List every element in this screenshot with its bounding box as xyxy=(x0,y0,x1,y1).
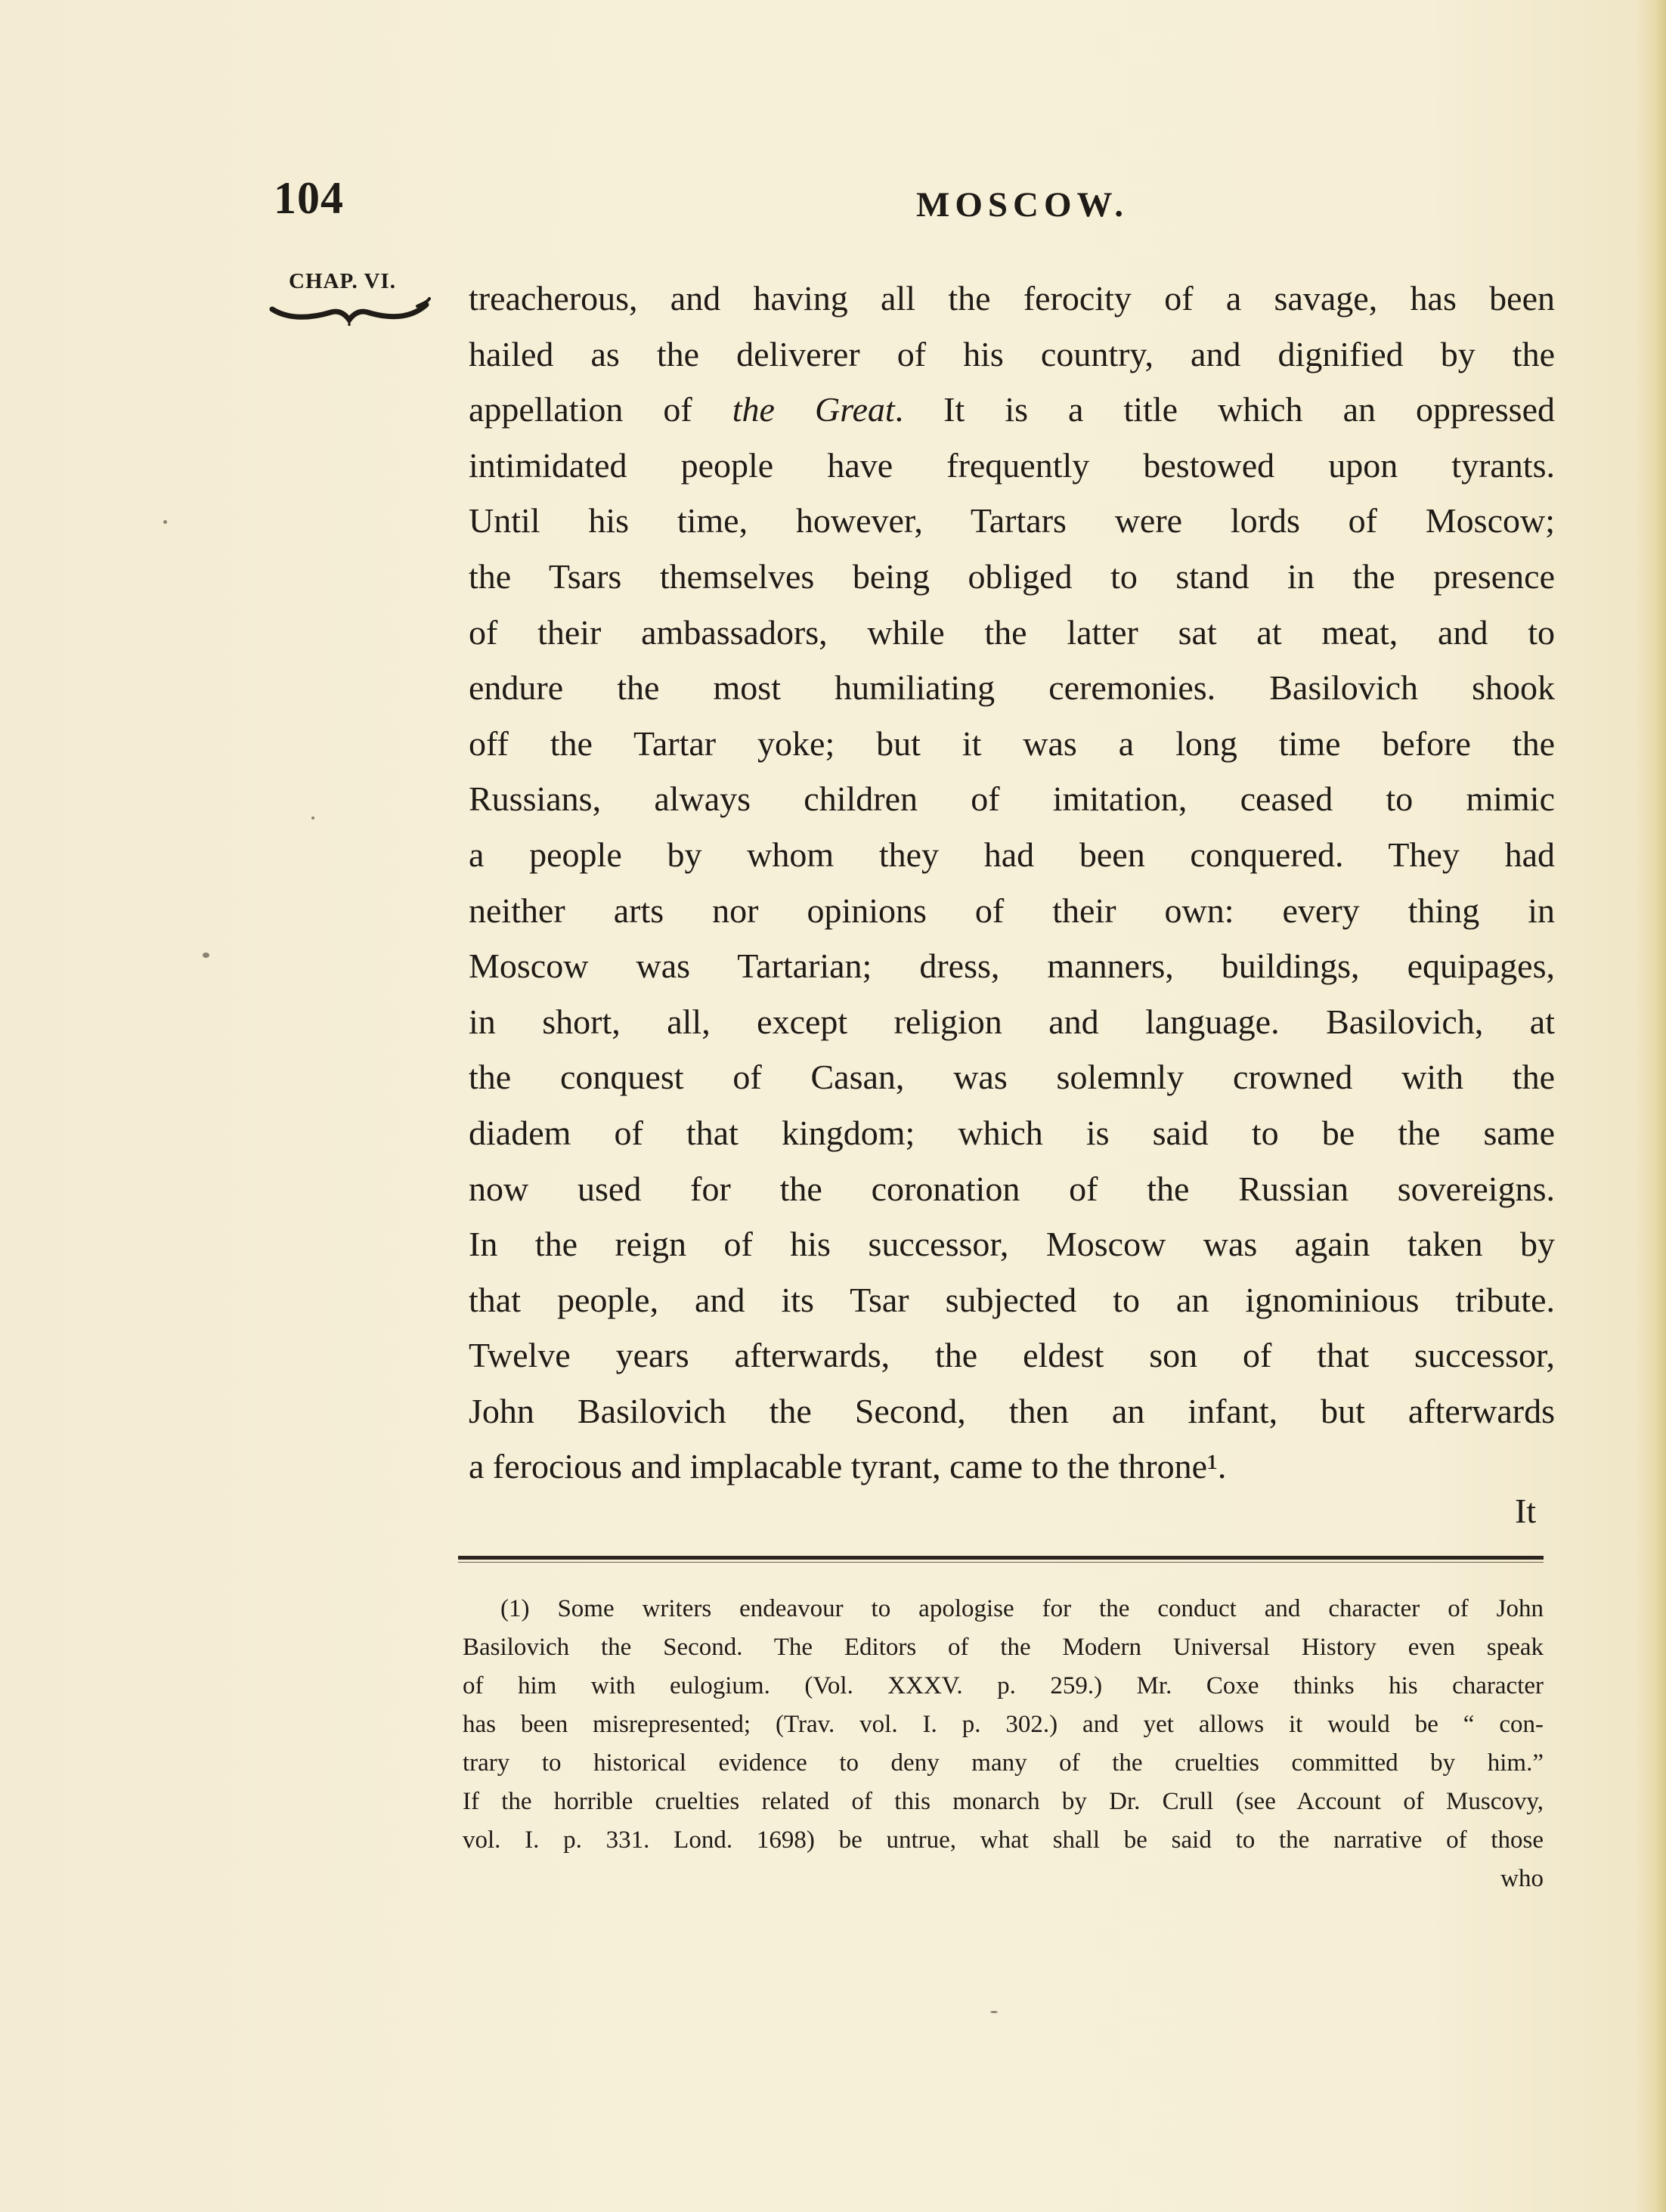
text-line: In the reign of his successor, Moscow was again taken by xyxy=(469,1225,1555,1264)
text-line: endure the most humiliating ceremonies. Basilovich shook xyxy=(469,668,1555,708)
italic-phrase: the Great xyxy=(732,390,895,429)
text-line: John Basilovich the Second, then an infant, but afterwards xyxy=(469,1391,1555,1430)
text-line: Twelve years afterwards, the eldest son of that successor, xyxy=(469,1336,1555,1375)
text-line: of their ambassadors, while the latter sat at meat, and to xyxy=(469,612,1555,652)
flourish-ornament-icon xyxy=(266,296,432,329)
footnote-line: (1) Some writers endeavour to apologise for the conduct and character of John xyxy=(500,1595,1544,1622)
text-line: treacherous, and having all the ferocity of a savage, has been xyxy=(469,279,1555,318)
footnote-line: Basilovich the Second. The Editors of the Modern Universal History even speak xyxy=(463,1634,1544,1661)
text-line: appellation of the Great. It is a title which an oppressed xyxy=(469,390,1555,429)
footnote-line: of him with eulogium. (Vol. XXXV. p. 259.) Mr. Coxe thinks his character xyxy=(463,1672,1544,1699)
text-line: hailed as the deliverer of his country, and dignified by the xyxy=(469,334,1555,373)
text-line: now used for the coronation of the Russian sovereigns. xyxy=(469,1169,1555,1208)
text-line: the conquest of Casan, was solemnly crowned with the xyxy=(469,1058,1555,1097)
text-line: a ferocious and implacable tyrant, came to the throne¹. xyxy=(469,1447,1227,1486)
chapter-label: CHAP. VI. xyxy=(289,269,396,293)
text-line: that people, and its Tsar subjected to an ignominious tribute. xyxy=(469,1280,1555,1319)
text-line: the Tsars themselves being obliged to stand in the presence xyxy=(469,556,1555,596)
footnote-catchword: who xyxy=(1500,1865,1544,1892)
paper-speck xyxy=(203,953,209,958)
chapter-marker xyxy=(266,269,432,329)
text-line: in short, all, except religion and language. Basilovich, at xyxy=(469,1002,1555,1041)
footnote-line: vol. I. p. 331. Lond. 1698) be untrue, what shall be said to the narrative of those xyxy=(463,1826,1544,1854)
footnote-rule xyxy=(458,1556,1544,1560)
main-text xyxy=(469,271,1555,1495)
text-line: Until his time, however, Tartars were lords of Moscow; xyxy=(469,501,1555,541)
text-line: off the Tartar yoke; but it was a long time before the xyxy=(469,723,1555,763)
running-title: MOSCOW. xyxy=(916,185,1129,225)
catchword: It xyxy=(1515,1492,1537,1530)
paper-speck xyxy=(990,2011,998,2013)
paper-speck xyxy=(311,816,314,819)
footnote-line: If the horrible cruelties related of this monarch by Dr. Crull (see Account of Muscovy, xyxy=(463,1788,1544,1815)
text-line: neither arts nor opinions of their own: every thing in xyxy=(469,891,1555,930)
page-edge xyxy=(1636,0,1666,2212)
footnote-rule-thin xyxy=(458,1562,1544,1563)
footnote-line: trary to historical evidence to deny many of the cruelties committed by him.” xyxy=(463,1749,1544,1777)
text-line: Moscow was Tartarian; dress, manners, buildings, equipages, xyxy=(469,946,1555,986)
paper-speck xyxy=(163,520,167,524)
footnote xyxy=(463,1590,1544,1898)
text-line: diadem of that kingdom; which is said to be the same xyxy=(469,1113,1555,1152)
footnote-line: has been misrepresented; (Trav. vol. I. p. 302.) and yet allows it would be “ con- xyxy=(463,1711,1544,1738)
page-number: 104 xyxy=(274,173,344,223)
text-line: Russians, always children of imitation, ceased to mimic xyxy=(469,779,1555,819)
text-line: intimidated people have frequently bestowed upon tyrants. xyxy=(469,445,1555,485)
text-line: a people by whom they had been conquered. They had xyxy=(469,835,1555,874)
